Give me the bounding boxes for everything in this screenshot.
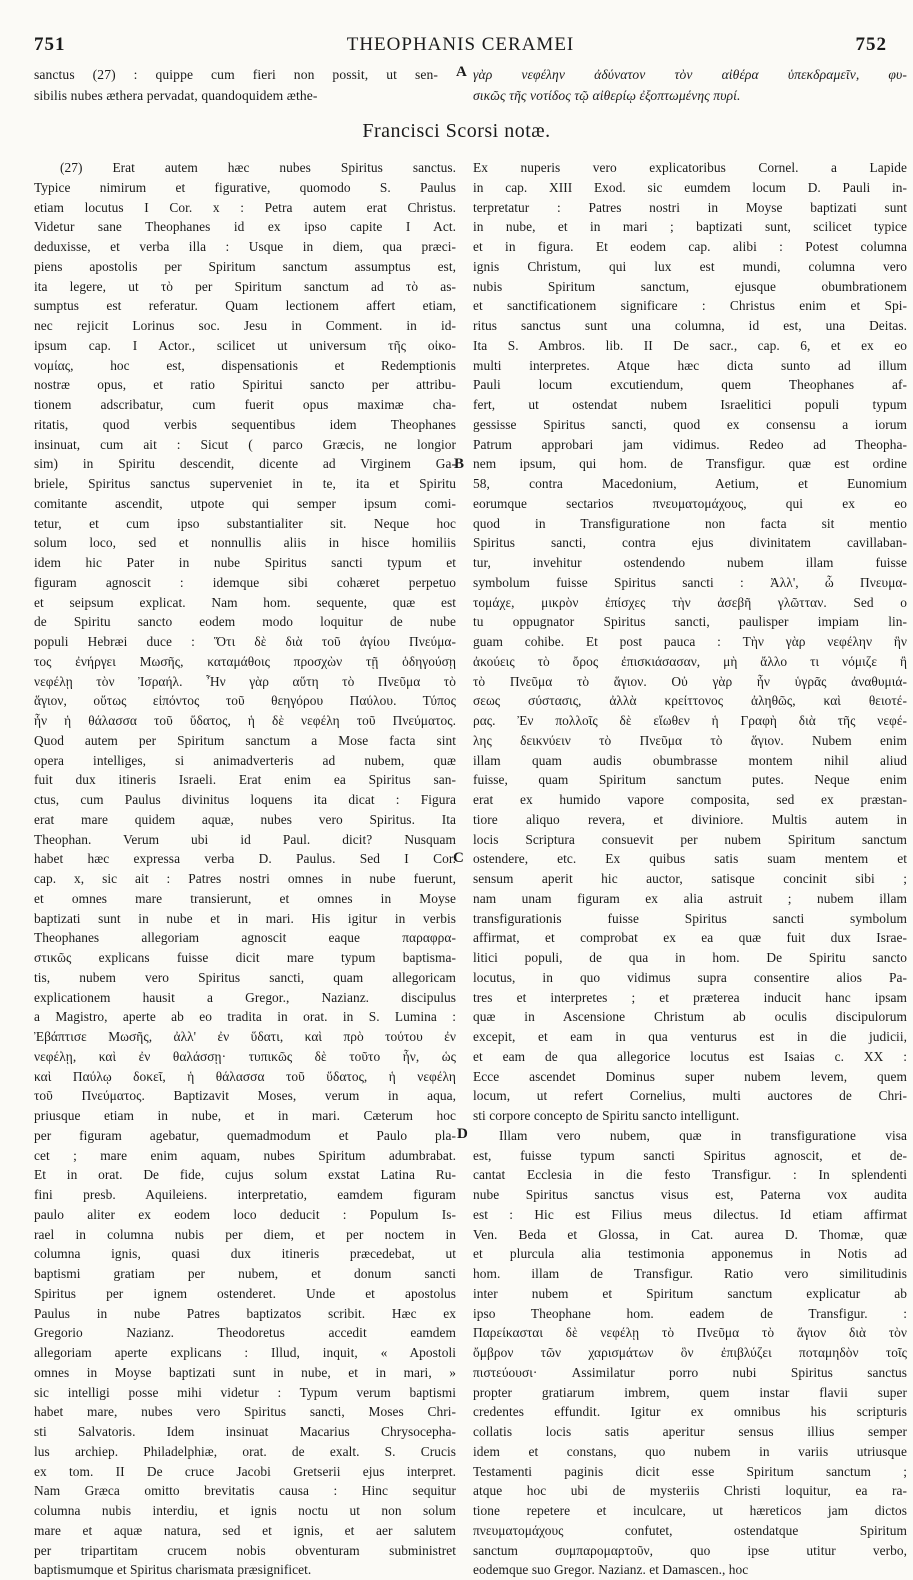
text-line: deduxisse, et verba illa : Usque in diem, qua præci- [34, 239, 456, 254]
text-line: Quod autem per Spiritum sanctum a Mose facta sint [34, 732, 456, 748]
text-line: allegoriam aperte explicans : Illud, inquit, « Apostoli [34, 1345, 456, 1360]
text-line: de Spiritu sancto eodem modo loquitur de nube [34, 614, 456, 630]
text-line: tis, nubem vero Spiritus sancti, quam allegoricam [34, 969, 456, 985]
text-line: Typice nimirum et figurative, quomodo S. Paulus [34, 179, 456, 195]
text-line: τοῦ Πνεύματος. Baptizavit Moses, verum in aqua, [34, 1088, 456, 1104]
margin-marker-b: B [454, 456, 465, 472]
text-line: ipsum cap. I Actor., scilicet ut universum τῆς οἰκο- [34, 337, 456, 353]
margin-marker-c: C [453, 850, 464, 866]
page-header [34, 34, 887, 60]
text-line: quod in Transfiguratione non facta sit mentio [473, 515, 907, 531]
text-line: erat mare quidem aquæ, nubes vero Spiritus. Ita [34, 811, 456, 827]
text-line: tetur, et cum ipso substantialiter sit. Neque hoc [34, 515, 456, 531]
text-line: hom. illam de Transfigur. Ratio vero similitudinis [473, 1266, 907, 1281]
text-line: locum, ut refert Cornelius, multi auctores de Chri- [473, 1088, 907, 1104]
text-line: sic intelligi posse mihi videtur : Typum verum baptismi [34, 1384, 456, 1400]
text-line: est : Hic est Filius meus dilectus. Id etiam affirmat [473, 1206, 907, 1222]
text-line: tionem adscribatur, cum fuerit opus maximæ cha- [34, 397, 456, 412]
text-line: καὶ Παύλῳ δοκεῖ, ἡ θάλασσα τοῦ ὕδατος, ἡ νεφέλη [34, 1068, 456, 1084]
text-line: Videtur sane Theophanes id ex ipso capite I Act. [34, 219, 456, 235]
text-line: ipso Theophane hom. eadem de Transfigur. : [473, 1305, 907, 1321]
text-line: baptismumque et Spiritus charismata præsignificet. [34, 1562, 312, 1578]
text-line: idem hic Pater in nube Spiritus sancti typum et [34, 555, 456, 570]
page-number-right: 752 [855, 34, 887, 55]
text-line: Spiritus per ignem ostenderet. Unde et apostolus [34, 1285, 456, 1301]
text-line: sumptus est referatur. Quam lectionem affert etiam, [34, 298, 456, 314]
text-line: nam unam figuram ex alia astruit ; nubem illam [473, 890, 907, 906]
text-line: sti corpore concepto de Spiritu sancto intelligunt. [473, 1108, 740, 1123]
text-line: Παρείκασται δὲ νεφέλῃ τὸ Πνεῦμα τὸ ἅγιον διὰ τὸν [473, 1325, 907, 1341]
text-line: nem ipsum, qui hom. de Transfigur. quæ est ordine [473, 456, 907, 472]
text-line: propter gratiarum imbrem, quem instar flavii super [473, 1384, 907, 1400]
text-line: eodemque suo Gregor. Nazianz. et Damascen., hoc [473, 1562, 749, 1578]
text-line: Nam Græca omitto brevitatis causa : Hinc sequitur [34, 1483, 456, 1499]
text-line: Gregorio Nazianz. Theodoretus accedit eamdem [34, 1325, 456, 1341]
text-line: ostendere, etc. Ex quibus satis suam mentem et [473, 851, 907, 867]
text-line: guam cohibe. Et post pauca : Τὴν γὰρ νεφέλην ἣν [473, 634, 907, 649]
text-line: σικῶς τῆς νοτίδος τῷ αἰθερίῳ ἐξοπτωμένης πυρί. [473, 88, 741, 103]
text-line: columna nubis interdiu, et ignis noctu ut non solum [34, 1503, 456, 1518]
text-line: τὸ Πνεῦμα τὸ ἅγιον. Οὐ γὰρ ἦν ὑγρᾶς ἀναθυμιά- [473, 673, 907, 689]
text-line: nube Spiritus sanctus visus est, Paterna vox audita [473, 1187, 907, 1202]
text-line: et seipsum explicat. Nam hom. sequente, quæ est [34, 594, 456, 610]
text-line: πιστεύουσι· Assimilatur porro nubi Spiritus sanctus [473, 1364, 907, 1380]
page-number-left: 751 [34, 34, 66, 55]
text-line: fini presb. Aquileiens. interpretatio, eamdem figuram [34, 1187, 456, 1202]
text-line: nostræ opus, et ratio Spiritui sancto per attribu- [34, 377, 456, 393]
margin-marker-a: A [456, 64, 467, 80]
text-line: Ex nuperis vero explicatoribus Cornel. a Lapide [473, 160, 907, 175]
text-line: a Magistro, aperte ab eo tradita in orat. in S. Lumina : [34, 1009, 456, 1025]
text-line: et eam de qua allegorice locutus est Isaias c. XX : [473, 1048, 907, 1064]
text-line: solum loco, sed et nonnullis aliis in hisce homiliis [34, 535, 456, 551]
margin-marker-d: D [457, 1126, 468, 1142]
text-line: figuram agnoscit : idemque sibi cohæret perpetuo [34, 574, 456, 590]
text-line: Theophanes allegoriam agnoscit eaque παραφρα- [34, 930, 456, 946]
text-line: affirmat, et comprobat ex ea quæ fuit dux Israe- [473, 930, 907, 946]
text-line: illam quam audis obumbrasse montem nihil aliud [473, 752, 907, 768]
text-line: priusque etiam in nube, et in mari. Cæterum hoc [34, 1108, 456, 1123]
text-line: ἀκούεις τὸ ὄρος ἐπισκιάσασαν, μὴ ἄλλο τι νόμιζε ἢ [473, 653, 907, 669]
text-line: populi Hebræi duce : Ὅτι δὲ διὰ τοῦ ἁγίου Πνεύμα- [34, 634, 456, 649]
text-line: locis Scriptura consuevit per nubem Spiritum sanctum [473, 831, 907, 847]
text-line: multi interpretes. Atque hæc dicta sunto ad illum [473, 357, 907, 373]
text-line: lus archiep. Philadelphiæ, orat. de exalt. S. Crucis [34, 1443, 456, 1459]
text-line: et in figura. Et eodem cap. alibi : Potest columna [473, 239, 907, 254]
text-line: terpretatur : Patres nostri in Moyse baptizati sunt [473, 199, 907, 215]
text-line: per tripartitam crucem nobis obventuram subministret [34, 1542, 456, 1558]
text-line: sensum aperit hic auctor, satisque concinit sibi ; [473, 871, 907, 886]
text-line: etiam locutus I Cor. x : Petra autem erat Christus. [34, 199, 456, 215]
text-line: Testamenti paginis dicit esse Spiritum sanctum ; [473, 1463, 907, 1479]
text-line: νεφέλῃ, καὶ ἐν θαλάσσῃ· τυπικῶς δὲ τοῦτο ἦν, ὡς [34, 1048, 456, 1064]
text-line: Paulus in nube Patres baptizatos scribit. Hæc ex [34, 1305, 456, 1321]
text-line: baptizati sunt in nube et in mari. His igitur in verbis [34, 910, 456, 926]
notes-left-column [34, 158, 456, 1580]
text-line: sti Salvatoris. Idem insinuat Macarius Chrysocepha- [34, 1424, 456, 1439]
text-line: symbolum fuisse Spiritus sancti : Ἀλλ', ὦ Πνευμα- [473, 574, 907, 590]
text-line: cap. x, sic ait : Patres nostri omnes in nube fuerunt, [34, 871, 456, 886]
text-line: πνευματομάχους confutet, ostendatque Spiritum [473, 1522, 907, 1538]
text-line: ignis Christum, qui lux est mundi, columna vero [473, 258, 907, 274]
text-line: Et in orat. De fide, cujus solum exstat Latina Ru- [34, 1167, 456, 1183]
text-line: atque hoc ubi de mysteriis Christi loquitur, ea ra- [473, 1483, 907, 1499]
text-line: Patrum approbari jam vidimus. Redeo ad Theopha- [473, 436, 907, 452]
text-line: ἦν ἡ θάλασσα τοῦ ὕδατος, ἡ δὲ νεφέλη τοῦ Πνεύματος. [34, 713, 456, 728]
text-line: ρας. Ἐν πολλοῖς δὲ εἴωθεν ἡ Γραφὴ διὰ τῆς νεφέ- [473, 713, 907, 728]
text-line: opera intelliges, si animadverteris ad nubem, quæ [34, 752, 456, 768]
text-line: tione repetere et inculcare, ut hæreticos jam dictos [473, 1503, 907, 1518]
text-line: Pauli locum excutiendum, quem Theophanes af- [473, 377, 907, 393]
text-line: quæ in Ascensione Christum ab oculis discipulorum [473, 1009, 907, 1025]
text-line: columna ignis, quasi dux itineris præcedebat, ut [34, 1246, 456, 1262]
notes-right-column [473, 158, 907, 1580]
text-line: nubis Spiritum sanctum, ejusque obumbrationem [473, 278, 907, 294]
running-title: THEOPHANIS CERAMEI [346, 34, 575, 55]
text-line: sim) in Spiritu descendit, dicente ad Virginem Ga- [34, 456, 456, 472]
text-line: sanctus (27) : quippe cum fieri non possit, ut sen- [34, 67, 438, 82]
text-line: in nube, et in mari ; baptizati sunt, scilicet typice [473, 219, 907, 235]
text-line: ritatis, quod verbis sequentibus idem Theophanes [34, 416, 456, 432]
text-line: omnes in Moyse baptizati sunt in nube, et in mari, » [34, 1364, 456, 1380]
text-line: comitante ascendit, utpote qui semper ipsum comi- [34, 495, 456, 511]
text-line: tiore aliquo revera, et diviniore. Multis autem in [473, 811, 907, 827]
text-line: cet ; mare enim aquam, nubes Spiritum adumbrabat. [34, 1147, 456, 1163]
text-line: fuisse, quam Spiritum sanctum putes. Neque enim [473, 772, 907, 788]
text-line: locutus, in quo vidimus supra consentire alios Pa- [473, 969, 907, 985]
text-line: nec rejicit Lorinus soc. Jesu in Comment. in id- [34, 318, 456, 333]
text-line: briele, Spiritus sanctus superveniet in te, ita et Spiritu [34, 476, 456, 491]
text-line: tres et interpretes ; et præterea inducit hanc ipsam [473, 989, 907, 1005]
text-line: mare et aquæ natura, sed et ignis, et aer salutem [34, 1522, 456, 1538]
text-line: λης δεικνύειν τὸ Πνεῦμα τὸ ἅγιον. Nubem enim [473, 732, 907, 748]
text-line: τος ἐνήργει Μωσῆς, καταμάθοις προσχὼν τῇ ὁδηγούσῃ [34, 653, 456, 669]
text-line: erat ex humido vapore composita, sed ex præstan- [473, 792, 907, 807]
section-title: Francisci Scorsi notæ. [362, 120, 551, 142]
text-line: Ita S. Ambros. lib. II De sacr., cap. 6, et ex eo [473, 337, 907, 353]
text-line: tur, invehitur ostendendo nubem illam fuisse [473, 555, 907, 570]
text-line: cantat Ecclesia in die festo Transfigur. : In splendenti [473, 1167, 907, 1183]
text-line: credentes effundit. Igitur ex omnibus his scripturis [473, 1404, 907, 1420]
text-line: ex tom. II De cruce Jacobi Gretserii ejus interpret. [34, 1463, 456, 1479]
text-line: sanctum συμπαρομαρτοῦν, quo ipse utitur verbo, [473, 1542, 907, 1558]
text-line: et plurcula alia testimonia apponemus in Notis ad [473, 1246, 907, 1262]
text-line: baptismi gratiam per nubem, et donum sancti [34, 1266, 456, 1281]
text-line: ritus sanctus sunt una columna, id est, una Deitas. [473, 318, 907, 333]
text-line: in cap. XIII Exod. sic eumdem locum D. Pauli in- [473, 179, 907, 195]
text-line: per figuram agebatur, quemadmodum et Paulo pla- [34, 1127, 456, 1143]
top-greek-text [473, 64, 907, 106]
text-line: ita legere, ut τὸ per Spiritum sanctum ad τὸ as- [34, 278, 456, 294]
text-line: habet hæc expressa verba D. Paulus. Sed I Cor. [34, 851, 456, 867]
text-line: litici populi, de qua in hom. De Spiritu sancto [473, 950, 907, 965]
text-line: Ecce ascendet Dominus super nubem levem, quem [473, 1068, 907, 1084]
text-line: σεως σύστασις, ἀλλὰ κρείττονος ἀληθῶς, καὶ θειοτέ- [473, 693, 907, 709]
text-line: idem et constans, quo nubem in variis utriusque [473, 1443, 907, 1459]
text-line: Ven. Beda et Glossa, in Cat. aurea D. Thomæ, quæ [473, 1226, 907, 1242]
text-line: Spiritus sancti, contra ejus divinitatem cavillaban- [473, 535, 907, 551]
text-line: τομάχε, μικρὸν ἐπίσχες τὴν ἀσεβῆ γλῶτταν. Sed o [473, 594, 907, 610]
text-line: Illam vero nubem, quæ in transfiguratione visa [499, 1127, 907, 1143]
text-line: tu oppugnator Spiritus sancti, paulisper impiam lin- [473, 614, 907, 630]
text-line: et sanctificationem significare : Christus enim et Spi- [473, 298, 907, 314]
text-line: νομίας, hoc est, dispensationis et Redemptionis [34, 357, 456, 373]
top-latin-text [34, 64, 438, 106]
text-line: gessisse Spiritus sancti, quod ex consensu a iorum [473, 416, 907, 432]
text-line: ἅγιον, οὕτως εἰπόντος τοῦ θεηγόρου Παύλου. Τύπος [34, 693, 456, 709]
text-line: habet mare, nubes vero Spiritus sancti, Moses Chri- [34, 1404, 456, 1420]
text-line: 58, contra Macedonium, Aetium, et Eunomium [473, 476, 907, 491]
text-line: et omnes mare transierunt, et omnes in Moyse [34, 890, 456, 906]
text-line: ctus, cum Paulus divinitus loquens ita dicat : Figura [34, 792, 456, 807]
text-line: est, fuisse typum sancti Spiritus agnoscit, et de- [473, 1147, 907, 1163]
text-line: sibilis nubes æthera pervadat, quandoquidem æthe- [34, 88, 318, 103]
text-line: νεφέλῃ τὸν Ἰσραήλ. Ἦν γὰρ αὕτη τὸ Πνεῦμα τὸ [34, 673, 456, 689]
text-line: inter nubem et Spiritum sanctum explicatur ab [473, 1285, 907, 1301]
text-line: piens apostolis per Spiritum sanctum assumptus est, [34, 258, 456, 274]
text-line: fert, ut ostendat nubem Israelitici populi typum [473, 397, 907, 412]
text-line: γὰρ νεφέλην ἀδύνατον τὸν αἰθέρα ὑπεκδραμεῖν, φυ- [473, 67, 907, 82]
text-line: paulo aliter ex eodem loco deducit : Populum Is- [34, 1206, 456, 1222]
text-line: fuit dux itineris Israeli. Erat enim ea Spiritus san- [34, 772, 456, 788]
text-line: eorumque sectarios πνευματομάχους, qui ex eo [473, 495, 907, 511]
text-line: (27) Erat autem hæc nubes Spiritus sanctus. [60, 160, 456, 175]
text-line: στικῶς explicans fuisse dicit mare typum baptisma- [34, 950, 456, 965]
text-line: Theophan. Verum ubi id Paul. dicit? Nusquam [34, 831, 456, 847]
text-line: Ἐβάπτισε Μωσῆς, ἀλλ' ἐν ὕδατι, καὶ πρὸ τούτου ἐν [34, 1029, 456, 1044]
text-line: transfigurationis fuisse Spiritus sancti symbolum [473, 910, 907, 926]
text-line: excepit, et eam in qua venturus est in die judicii, [473, 1029, 907, 1044]
text-line: collatis locis satis aperitur sensus illius semper [473, 1424, 907, 1439]
text-line: insinuat, cum ait : Sicut ( parco Græcis, ne longior [34, 436, 456, 452]
text-line: explicationem hausit a Gregor., Nazianz. discipulus [34, 989, 456, 1005]
text-line: rael in columna nubis per diem, et per noctem in [34, 1226, 456, 1242]
text-line: ὄμβρον τῶν χαρισμάτων ὃν ἐπιβλύζει ποταμηδὸν τοῖς [473, 1345, 907, 1360]
